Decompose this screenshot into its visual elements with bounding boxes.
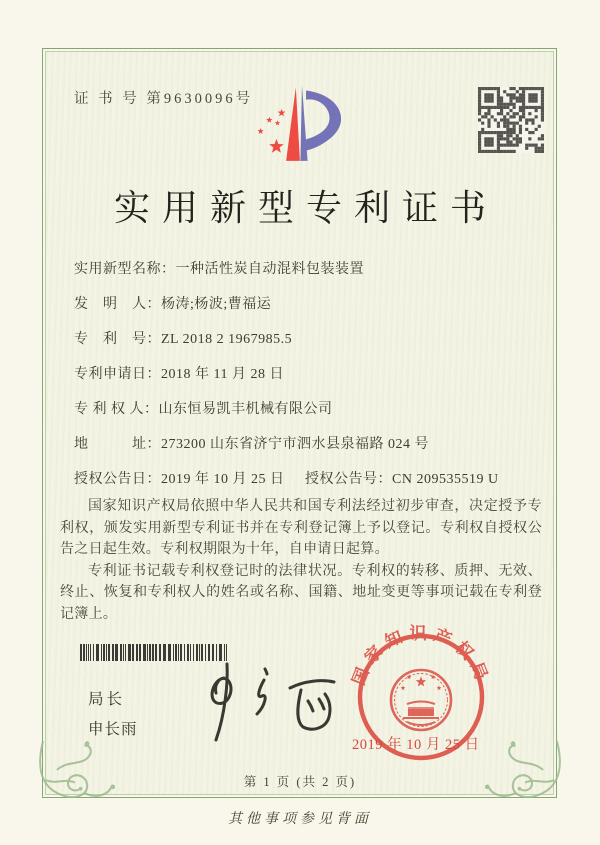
legal-paragraph: 专利证书记载专利权登记时的法律状况。专利权的转移、质押、无效、终止、恢复和专利权人的姓名或名称、国籍、地址变更等事项记载在专利登记簿上。 — [60, 563, 542, 622]
field-value: 273200 山东省济宁市泗水县泉福路 024 号 — [161, 437, 429, 452]
certificate-title: 实用新型专利证书 — [113, 188, 498, 228]
field-value: CN 209535519 U — [392, 472, 499, 487]
field-value: 山东恒易凯丰机械有限公司 — [158, 402, 333, 417]
field-application-date — [74, 363, 544, 398]
field-value: 2019 年 10 月 25 日 — [161, 472, 285, 487]
commissioner-name: 申长雨 — [88, 721, 138, 738]
field-label: 专 利 号： — [74, 332, 161, 347]
field-value: ZL 2018 2 1967985.5 — [161, 332, 293, 347]
signature-icon — [202, 656, 352, 751]
field-utility-model-name — [74, 258, 544, 293]
field-value: 杨涛;杨波;曹福运 — [161, 297, 272, 312]
qr-code-icon — [478, 87, 544, 153]
field-patentee — [74, 398, 544, 433]
legal-paragraph: 国家知识产权局依照中华人民共和国专利法经过初步审查，决定授予专利权，颁发实用新型专利证书并在专利登记簿上予以登记。专利权自授权公告之日起生效。专利权期限为十年，自申请日起算。 — [60, 499, 542, 557]
seal-agency-text: 国家知识产权局 — [348, 624, 494, 688]
field-value: 一种活性炭自动混料包装装置 — [175, 262, 364, 277]
field-label: 专利申请日： — [74, 367, 161, 382]
commissioner-title: 局长 — [88, 691, 126, 708]
certificate-number: 证 书 号 第9630096号 — [74, 91, 254, 107]
field-patent-number — [74, 328, 544, 363]
certificate-fields — [74, 258, 544, 503]
grant-number-pair — [305, 472, 499, 487]
field-label: 授权公告号： — [305, 472, 392, 487]
cnipa-logo-icon — [254, 66, 356, 170]
field-label: 专 利 权 人： — [74, 402, 159, 417]
field-inventors — [74, 293, 544, 328]
field-label: 发 明 人： — [74, 297, 161, 312]
field-label: 实用新型名称： — [74, 262, 176, 277]
seal-date: 2019 年 10 月 25 日 — [352, 737, 480, 753]
grant-date-pair — [74, 468, 305, 488]
field-label: 地 址： — [74, 437, 161, 452]
page-indicator: 第 1 页 (共 2 页) — [243, 775, 357, 789]
legal-text — [60, 496, 542, 625]
field-address — [74, 433, 544, 468]
back-note: 其他事项参见背面 — [228, 812, 372, 827]
field-value: 2018 年 11 月 28 日 — [161, 367, 284, 382]
field-label: 授权公告日： — [74, 472, 161, 487]
